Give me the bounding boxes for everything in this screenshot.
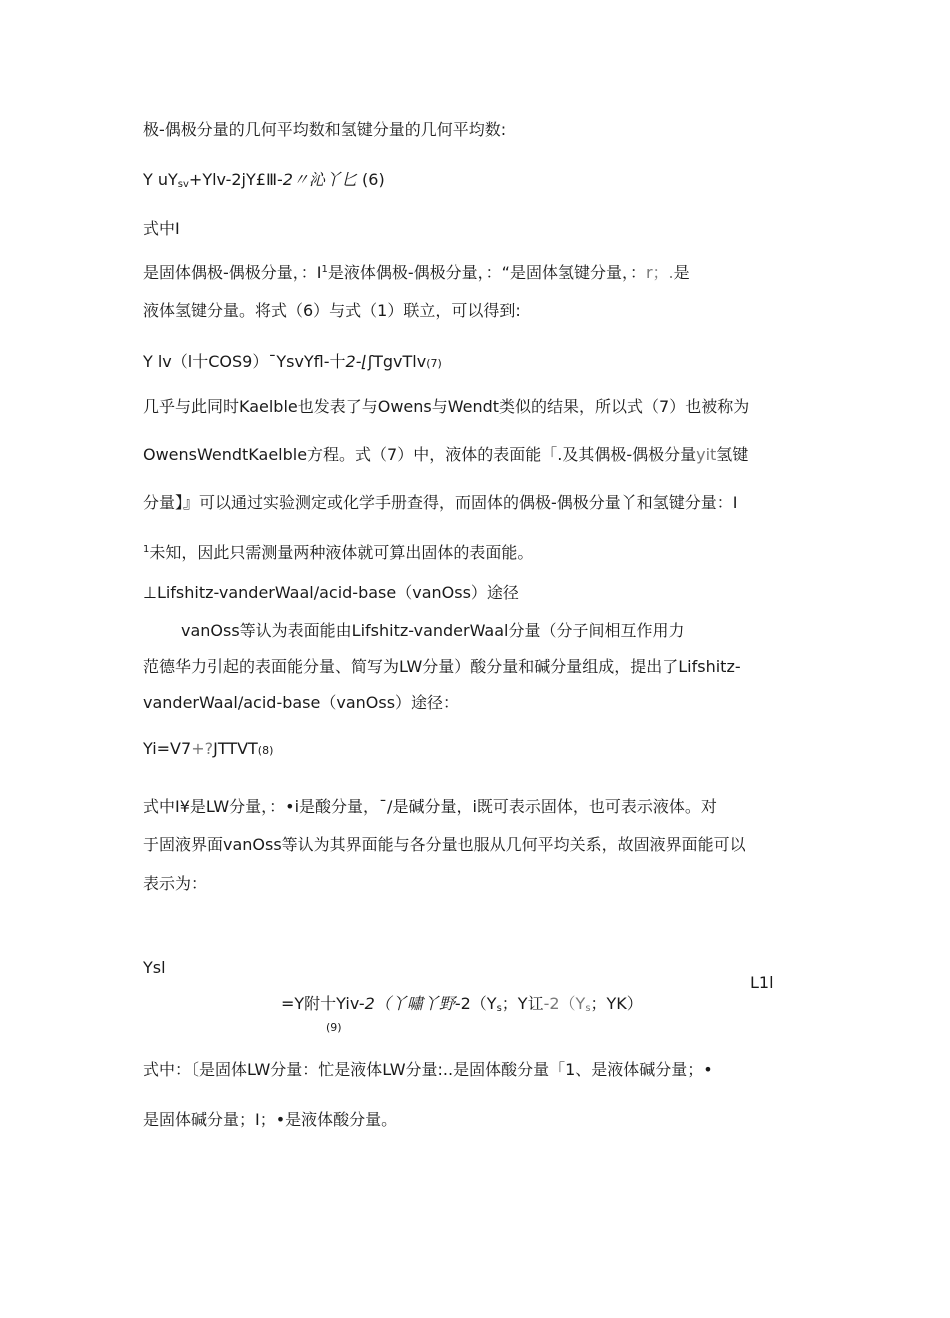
equation-text: JTTVT — [213, 739, 258, 758]
paragraph-line: 式中I¥是LW分量，：•i是酸分量，ˉ/是碱分量，i既可表示固体，也可表示液体。对 — [143, 797, 717, 816]
equation-text: 2〃沁丫匕 — [282, 170, 357, 189]
section-heading: ⊥Lifshitz-vanderWaal/acid-base（vanOss）途径 — [143, 583, 519, 602]
text-run: yit — [696, 445, 717, 464]
text-run: r；. — [645, 263, 674, 282]
equation-text: -2（Y — [543, 994, 586, 1013]
paragraph-line: 式中I — [143, 219, 180, 238]
equation-text: Y lv（l十COS9） — [143, 352, 269, 371]
equation-text: ʃTgvTlv — [367, 352, 427, 371]
paragraph-line: 分量】』可以通过实验测定或化学手册查得，而固体的偶极-偶极分量丫和氢键分量：I — [143, 493, 738, 512]
text-run: 是液体偶极-偶极分量，：“是固体氢键分量，： — [327, 263, 646, 282]
superscript: 1 — [143, 544, 150, 555]
equation-subscript: sv — [177, 179, 189, 190]
equation-number: (6) — [356, 170, 385, 189]
equation-number: (9) — [326, 1021, 342, 1034]
paragraph-line — [143, 444, 748, 466]
equation-text: ；Y讧 — [501, 994, 544, 1013]
superscript: 1 — [321, 264, 328, 275]
paragraph-line: 表示为： — [143, 874, 208, 893]
paragraph-line: 范德华力引起的表面能分量、简写为LW分量）酸分量和碱分量组成，提出了Lifshitz- — [143, 657, 741, 676]
paragraph-line: vanderWaal/acid-base（vanOss）途径： — [143, 693, 460, 712]
equation-7 — [143, 351, 442, 375]
paragraph-line: 极-偶极分量的几何平均数和氢键分量的几何平均数: — [143, 120, 507, 139]
equation-8 — [143, 738, 273, 762]
equation-text: Yi=V7 — [143, 739, 192, 758]
equation-text: +Ylv-2jY£Ⅲ- — [188, 170, 283, 189]
equation-text: 2-⌊ — [345, 352, 368, 371]
equation-label: L1l — [750, 973, 774, 992]
equation-text: =Y附十Yiv- — [281, 994, 365, 1013]
paragraph-line: 几乎与此同时Kaelble也发表了与Owens与Wendt类似的结果，所以式（7）也被称为 — [143, 397, 750, 416]
equation-text: +? — [191, 739, 214, 758]
equation-text: ；YK） — [590, 994, 643, 1013]
equation-number: (7) — [426, 357, 442, 370]
equation-6 — [143, 169, 385, 196]
equation-body — [281, 993, 643, 1020]
equation-subscript: s — [585, 1003, 591, 1014]
equation-number: (8) — [257, 744, 274, 757]
paragraph-line: 液体氢键分量。将式（6）与式（1）联立，可以得到: — [143, 301, 521, 320]
text-run: OwensWendtKaelble方程。式（7）中，液体的表面能「.及其偶极-偶极分量 — [143, 445, 697, 464]
paragraph-line: vanOss等认为表面能由Lifshitz-vanderWaal分量（分子间相互作用力 — [181, 621, 685, 640]
equation-text: 2（丫嘯丫野 — [364, 994, 455, 1013]
paragraph-line: 于固液界面vanOss等认为其界面能与各分量也服从几何平均关系，故固液界面能可以 — [143, 835, 746, 854]
equation-text: Y uY — [143, 170, 178, 189]
paragraph-line — [143, 259, 690, 284]
paragraph-line: 是固体碱分量；I；•是液体酸分量。 — [143, 1110, 398, 1129]
paragraph-line: 式中：〔是固体LW分量：忙是液体LW分量:..是固体酸分量「1、是液体碱分量；• — [143, 1060, 713, 1079]
text-run: 是固体偶极-偶极分量，：I — [143, 263, 322, 282]
text-run: 未知，因此只需测量两种液体就可算出固体的表面能。 — [149, 543, 534, 562]
equation-text: ˉYsvYfl-十 — [268, 352, 346, 371]
text-run: 氢键 — [716, 445, 749, 464]
text-run: 是 — [673, 263, 690, 282]
equation-subscript: s — [496, 1003, 502, 1014]
equation-text: -2（Y — [454, 994, 497, 1013]
equation-lhs: Ysl — [143, 958, 166, 977]
paragraph-line — [143, 539, 533, 564]
